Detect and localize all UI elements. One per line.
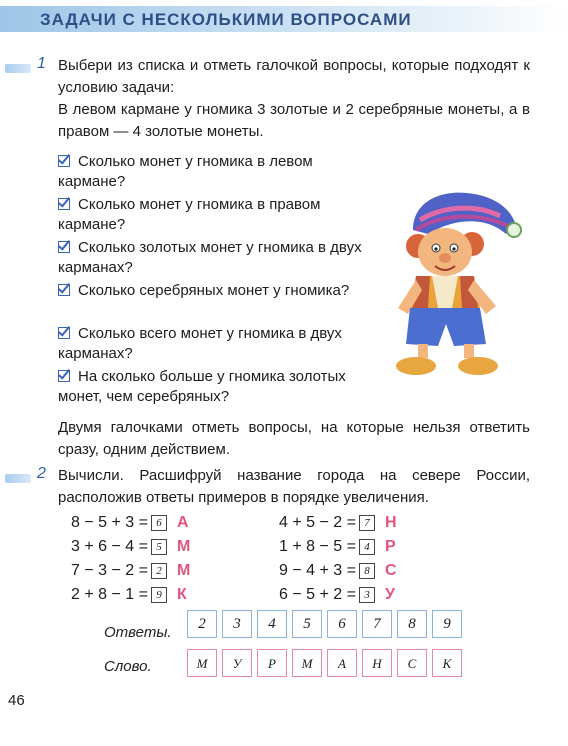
- question-item[interactable]: [58, 324, 363, 364]
- expression: 9 − 4 + 3 =: [279, 562, 356, 579]
- question-text: Сколько золотых монет у гномика в двух карманах?: [58, 239, 362, 276]
- word-cell[interactable]: М: [292, 649, 322, 677]
- question-text: Сколько всего монет у гномика в двух карманах?: [58, 325, 342, 362]
- question-item[interactable]: [58, 152, 363, 192]
- cipher-letter: Р: [384, 538, 396, 555]
- task2-instruction: Вычисли. Расшифруй название города на севере России, расположив ответы примеров в порядке увеличения.: [58, 467, 530, 506]
- answer-cell[interactable]: 6: [327, 610, 357, 638]
- expression: 6 − 5 + 2 =: [279, 586, 356, 603]
- task-number: 1: [37, 55, 46, 72]
- cipher-letter: А: [176, 514, 189, 531]
- answer-cell[interactable]: 8: [397, 610, 427, 638]
- expression: 4 + 5 − 2 =: [279, 514, 356, 531]
- checkbox-checked[interactable]: [58, 284, 70, 296]
- word-cell[interactable]: У: [222, 649, 252, 677]
- checkbox-checked[interactable]: [58, 155, 70, 167]
- answers-label: Ответы.: [104, 624, 172, 641]
- word-cell[interactable]: М: [187, 649, 217, 677]
- question-text: На сколько больше у гномика золотых монет, чем серебряных?: [58, 368, 346, 405]
- question-item[interactable]: [58, 195, 363, 235]
- page-title: ЗАДАЧИ С НЕСКОЛЬКИМИ ВОПРОСАМИ: [40, 10, 412, 29]
- expression: 1 + 8 − 5 =: [279, 538, 356, 555]
- answer-box[interactable]: 8: [359, 563, 375, 579]
- gnome-illustration: [388, 168, 528, 383]
- expression: 7 − 3 − 2 =: [71, 562, 148, 579]
- answer-box[interactable]: 9: [151, 587, 167, 603]
- checkbox-checked[interactable]: [58, 241, 70, 253]
- cipher-letter: М: [176, 538, 191, 555]
- answer-box[interactable]: 2: [151, 563, 167, 579]
- word-cell[interactable]: Н: [362, 649, 392, 677]
- expression: 2 + 8 − 1 =: [71, 586, 148, 603]
- cipher-letter: С: [384, 562, 397, 579]
- example-row: [279, 562, 397, 580]
- example-row: [71, 586, 187, 604]
- task-marker: [5, 64, 31, 73]
- question-item[interactable]: [58, 281, 363, 301]
- example-row: [279, 586, 395, 604]
- example-row: [279, 538, 396, 556]
- task1-condition: В левом кармане у гномика 3 золотые и 2 серебряные монеты, а в правом — 4 золотые монеты.: [58, 101, 530, 140]
- answer-cell[interactable]: 9: [432, 610, 462, 638]
- answer-cell[interactable]: 2: [187, 610, 217, 638]
- question-text: Сколько монет у гномика в правом кармане?: [58, 196, 321, 233]
- example-row: [71, 514, 189, 532]
- answer-box[interactable]: 7: [359, 515, 375, 531]
- checkbox-checked[interactable]: [58, 370, 70, 382]
- cipher-letter: К: [176, 586, 187, 603]
- cipher-letter: Н: [384, 514, 397, 531]
- answer-box[interactable]: 4: [359, 539, 375, 555]
- answer-box[interactable]: 6: [151, 515, 167, 531]
- checkbox-checked[interactable]: [58, 198, 70, 210]
- page-number: 46: [8, 692, 25, 709]
- task-marker: [5, 474, 31, 483]
- cipher-letter: М: [176, 562, 191, 579]
- answer-box[interactable]: 5: [151, 539, 167, 555]
- answer-cell[interactable]: 5: [292, 610, 322, 638]
- answer-cell[interactable]: 7: [362, 610, 392, 638]
- word-cell[interactable]: К: [432, 649, 462, 677]
- expression: 8 − 5 + 3 =: [71, 514, 148, 531]
- checkbox-checked[interactable]: [58, 327, 70, 339]
- task1-note: Двумя галочками отметь вопросы, на которые нельзя ответить сразу, одним действием.: [58, 419, 530, 458]
- question-item[interactable]: [58, 367, 363, 407]
- question-text: Сколько монет у гномика в левом кармане?: [58, 153, 313, 190]
- word-cell[interactable]: А: [327, 649, 357, 677]
- question-text: Сколько серебряных монет у гномика?: [78, 282, 350, 299]
- answer-cell[interactable]: 3: [222, 610, 252, 638]
- cipher-letter: У: [384, 586, 395, 603]
- task1-instruction: Выбери из списка и отметь галочкой вопросы, которые подходят к условию задачи:: [58, 57, 530, 96]
- word-cell[interactable]: С: [397, 649, 427, 677]
- example-row: [279, 514, 397, 532]
- example-row: [71, 538, 190, 556]
- answer-cell[interactable]: 4: [257, 610, 287, 638]
- example-row: [71, 562, 190, 580]
- task-number: 2: [37, 465, 46, 482]
- question-item[interactable]: [58, 238, 363, 278]
- word-cell[interactable]: Р: [257, 649, 287, 677]
- expression: 3 + 6 − 4 =: [71, 538, 148, 555]
- answer-box[interactable]: 3: [359, 587, 375, 603]
- word-label: Слово.: [104, 658, 152, 675]
